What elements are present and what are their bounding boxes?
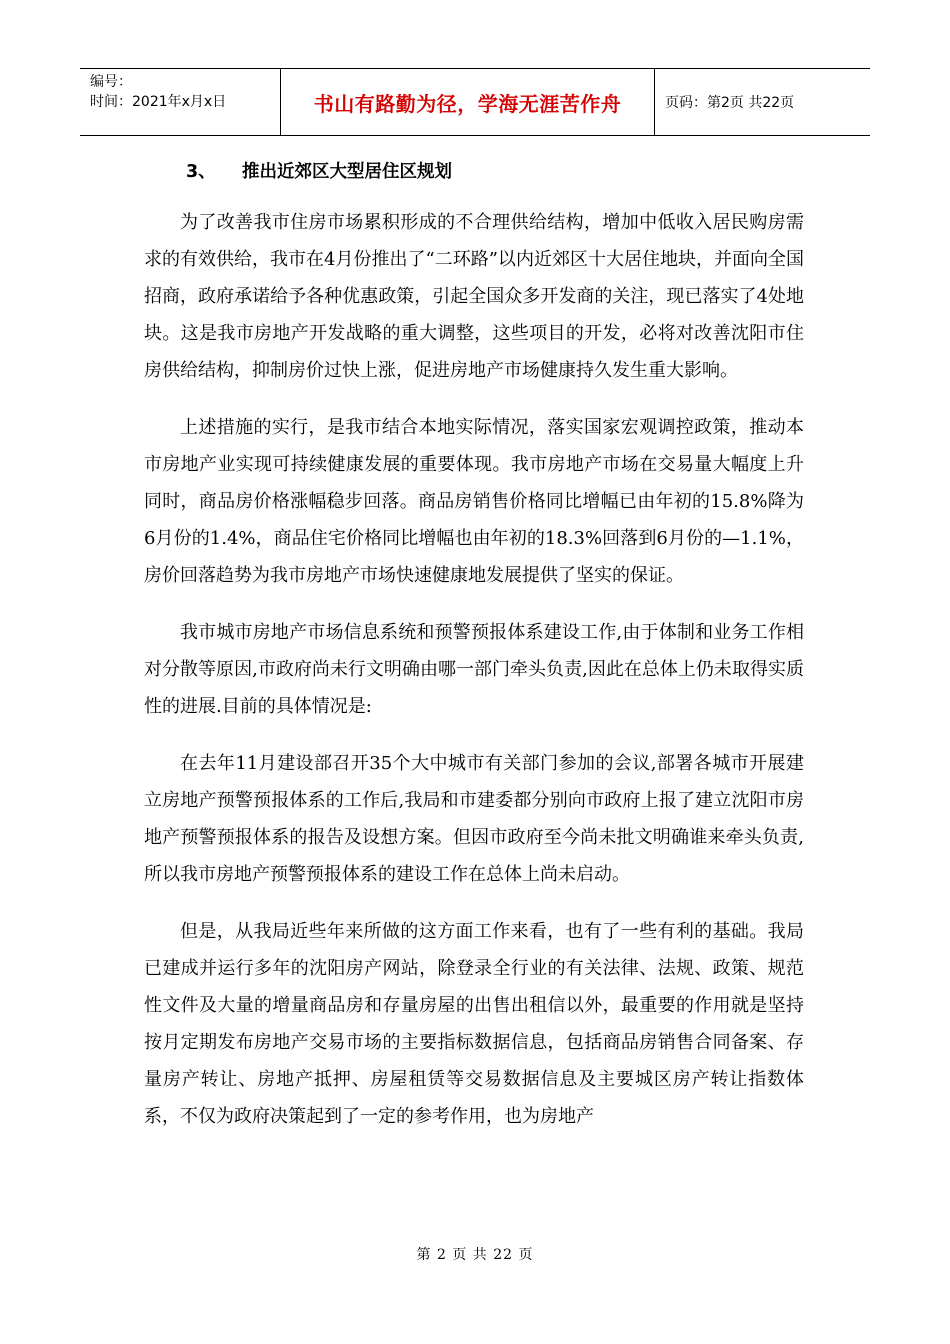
- section-number: 3、: [186, 162, 216, 182]
- paragraph: 我市城市房地产市场信息系统和预警预报体系建设工作,由于体制和业务工作相对分散等原因,市政府尚未行文明确由哪一部门牵头负责,因此在总体上仍未取得实质性的进展.目前的具体情况是:: [144, 622, 804, 717]
- document-body: [144, 150, 804, 1135]
- header-meta-cell: [80, 69, 281, 135]
- paragraph: 上述措施的实行，是我市结合本地实际情况，落实国家宏观调控政策，推动本市房地产业实现可持续健康发展的重要体现。我市房地产市场在交易量大幅度上升同时，商品房价格涨幅稳步回落。商品房销售价格同比增幅已由年初的15.8%降为6月份的1.4%，商品住宅价格同比增幅也由年初的18.3%回落到6月份的—1.1%，房价回落趋势为我市房地产市场快速健康地发展提供了坚实的保证。: [144, 417, 804, 586]
- page-header: [80, 68, 870, 136]
- header-motto: 书山有路勤为径，学海无涯苦作舟: [281, 69, 655, 135]
- section-heading: [144, 154, 804, 191]
- paragraph: 为了改善我市住房市场累积形成的不合理供给结构，增加中低收入居民购房需求的有效供给，我市在4月份推出了“二环路”以内近郊区十大居住地块，并面向全国招商，政府承诺给予各种优惠政策，引起全国众多开发商的关注，现已落实了4处地块。这是我市房地产开发战略的重大调整，这些项目的开发，必将对改善沈阳市住房供给结构，抑制房价过快上涨，促进房地产市场健康持久发生重大影响。: [144, 212, 804, 381]
- paragraph: 在去年11月建设部召开35个大中城市有关部门参加的会议,部署各城市开展建立房地产预警预报体系的工作后,我局和市建委都分别向市政府上报了建立沈阳市房地产预警预报体系的报告及设想方案。但因市政府至今尚未批文明确谁来牵头负责,所以我市房地产预警预报体系的建设工作在总体上尚未启动。: [144, 753, 804, 885]
- header-page-info: 页码：第2页 共22页: [665, 95, 795, 111]
- header-number-label: 编号：: [90, 74, 132, 90]
- paragraph: 但是，从我局近些年来所做的这方面工作来看，也有了一些有利的基础。我局已建成并运行多年的沈阳房产网站，除登录全行业的有关法律、法规、政策、规范性文件及大量的增量商品房和存量房屋的出售出租信以外，最重要的作用就是坚持按月定期发布房地产交易市场的主要指标数据信息，包括商品房销售合同备案、存量房产转让、房地产抵押、房屋租赁等交易数据信息及主要城区房产转让指数体系，不仅为政府决策起到了一定的参考作用，也为房地产: [144, 921, 804, 1127]
- page-footer: 第 2 页 共 22 页: [416, 1247, 534, 1263]
- section-title: 推出近郊区大型居住区规划: [242, 162, 452, 182]
- header-date-label: 时间：2021年x月x日: [90, 94, 227, 110]
